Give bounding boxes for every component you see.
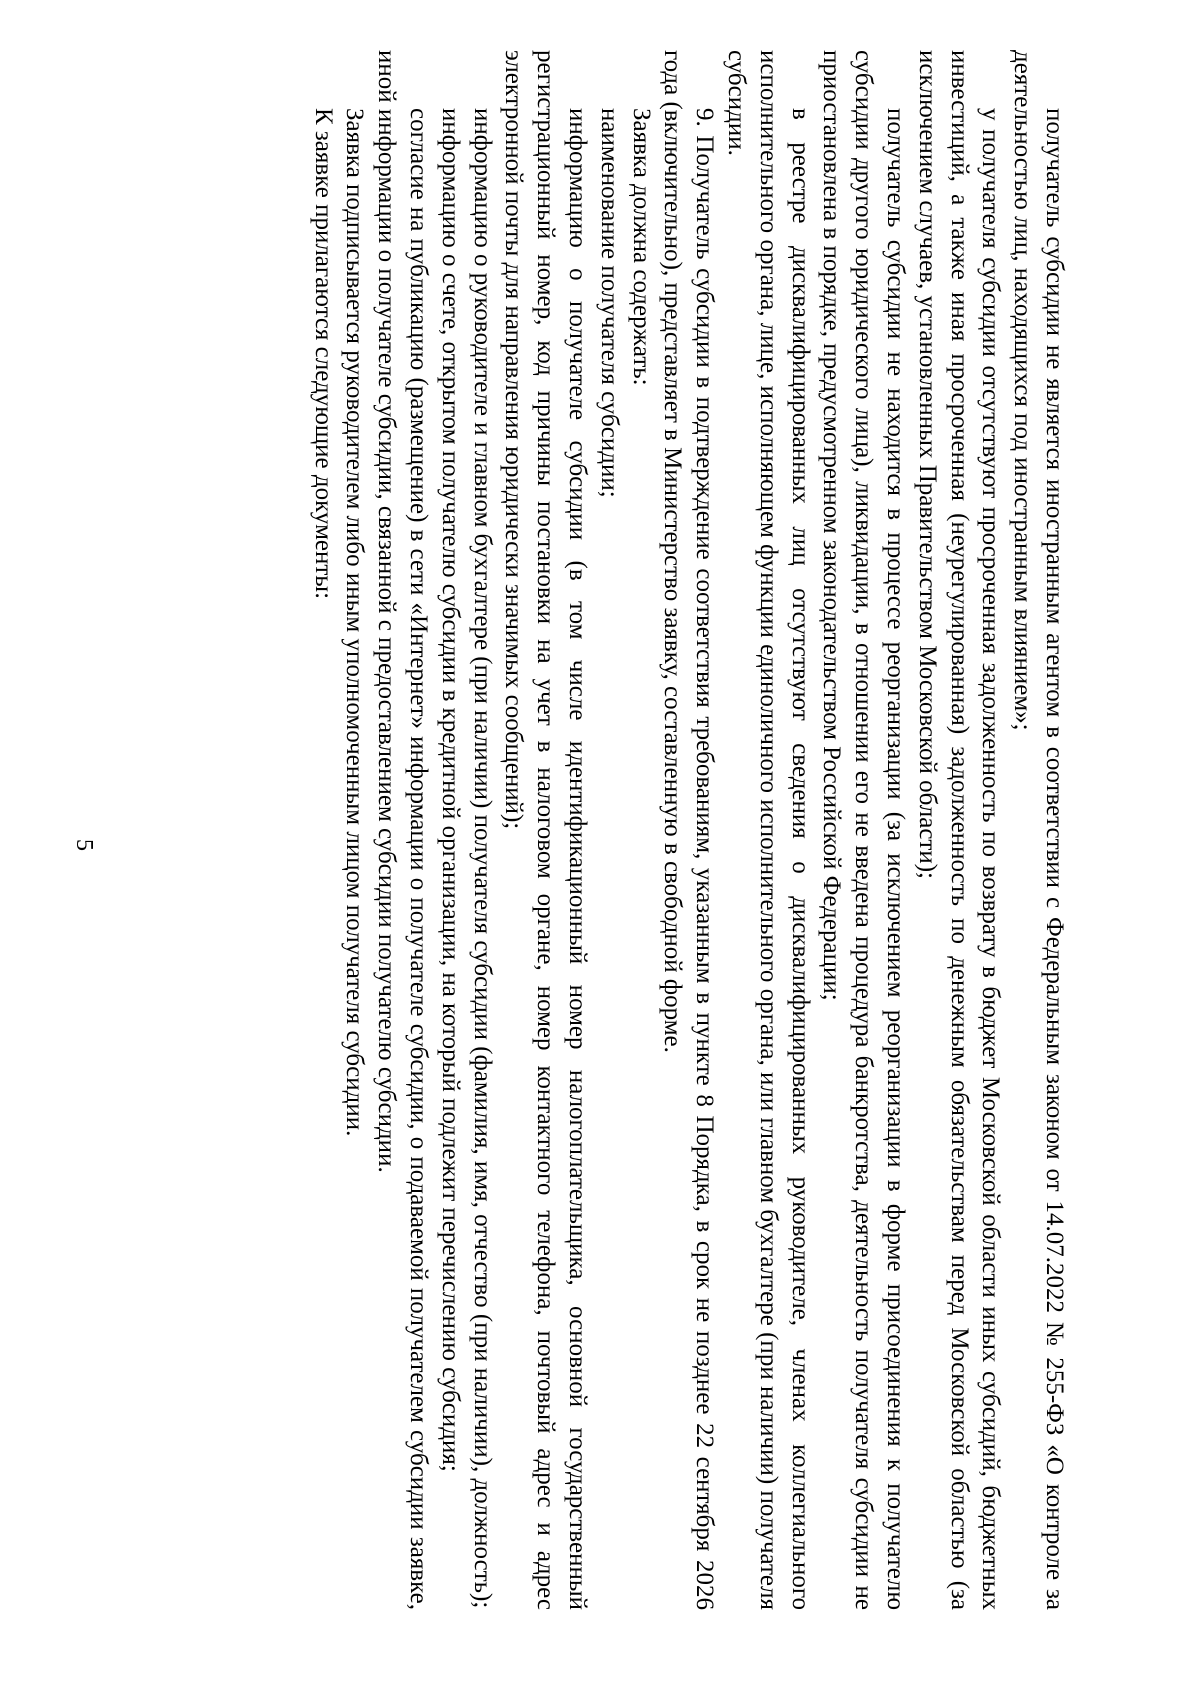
page-number: 5	[71, 839, 97, 851]
paragraph-bank-account: информацию о счете, открытом получателю субсидии в кредитной организации, на который подлежит перечислению субсидия;	[436, 108, 464, 1472]
paragraph-signature: Заявка подписывается руководителем либо иным уполномоченным лицом получателя субсидии.	[341, 108, 369, 1137]
paragraph-item-9: 9. Получатель субсидии в подтверждение соответствия требованиям, указанным в пункте 8 Порядка, в срок не позднее 22 сентября 2026 года (включительно), представляет в Министерство заявку, составленную в свободной форме.	[659, 50, 719, 1610]
paragraph-debt: у получателя субсидии отсутствуют просроченная задолженность по возврату в бюджет Московской области иных субсидий, бюджетных инвестиций, а также иная просроченная (неурегулированная) задолженность по денежным обязательствам перед Московской областью (за исключением случаев, установленных Правительством Московской области);	[913, 50, 1005, 1610]
paragraph-attached-documents: К заявке прилагаются следующие документы:	[309, 108, 337, 600]
paragraph-recipient-name: наименование получателя субсидии;	[595, 108, 623, 498]
paragraph-publication-consent: согласие на публикацию (размещение) в сети «Интернет» информации о получателе субсидии, о подаваемой получателем субсидии заявке, иной информации о получателе субсидии, связанной с предоставлением субсидии получателю субсидии.	[373, 50, 433, 1610]
document-body	[307, 50, 1070, 1610]
paragraph-reorganization: получатель субсидии не находится в процессе реорганизации (за исключением реорганизации в форме присоединения к получателю субсидии другого юридического лица), ликвидации, в отношении его не введена процедура банкротства, деятельность получателя субсидии не приостановлена в порядке, предусмотренном законодательством Российской Федерации;	[818, 50, 910, 1610]
rotated-page-content	[210, 50, 1070, 1610]
paragraph-disqualified: в реестре дисквалифицированных лиц отсутствуют сведения о дисквалифицированных руководителе, членах коллегиального исполнительного органа, лице, исполняющем функции единоличного исполнительного органа, или главном бухгалтере (при наличии) получателя субсидии.	[723, 50, 814, 1610]
paragraph-head-accountant: информацию о руководителе и главном бухгалтере (при наличии) получателя субсидии (фамилия, имя, отчество (при наличии), должность);	[468, 108, 496, 1609]
paragraph-application-content: Заявка должна содержать:	[627, 108, 655, 386]
paragraph-recipient-info: информацию о получателе субсидии (в том числе идентификационный номер налогоплательщика, основной государственный регистрационный номер, код причины постановки на учет в налоговом органе, номер контактного телефона, почтовый адрес и адрес электронной почты для направления юридически значимых сообщений);	[500, 50, 592, 1610]
paragraph-foreign-agent: получатель субсидии не является иностранным агентом в соответствии с Федеральным законом от 14.07.2022 № 255-ФЗ «О контроле за деятельностью лиц, находящихся под иностранным влиянием»;	[1009, 50, 1068, 1610]
